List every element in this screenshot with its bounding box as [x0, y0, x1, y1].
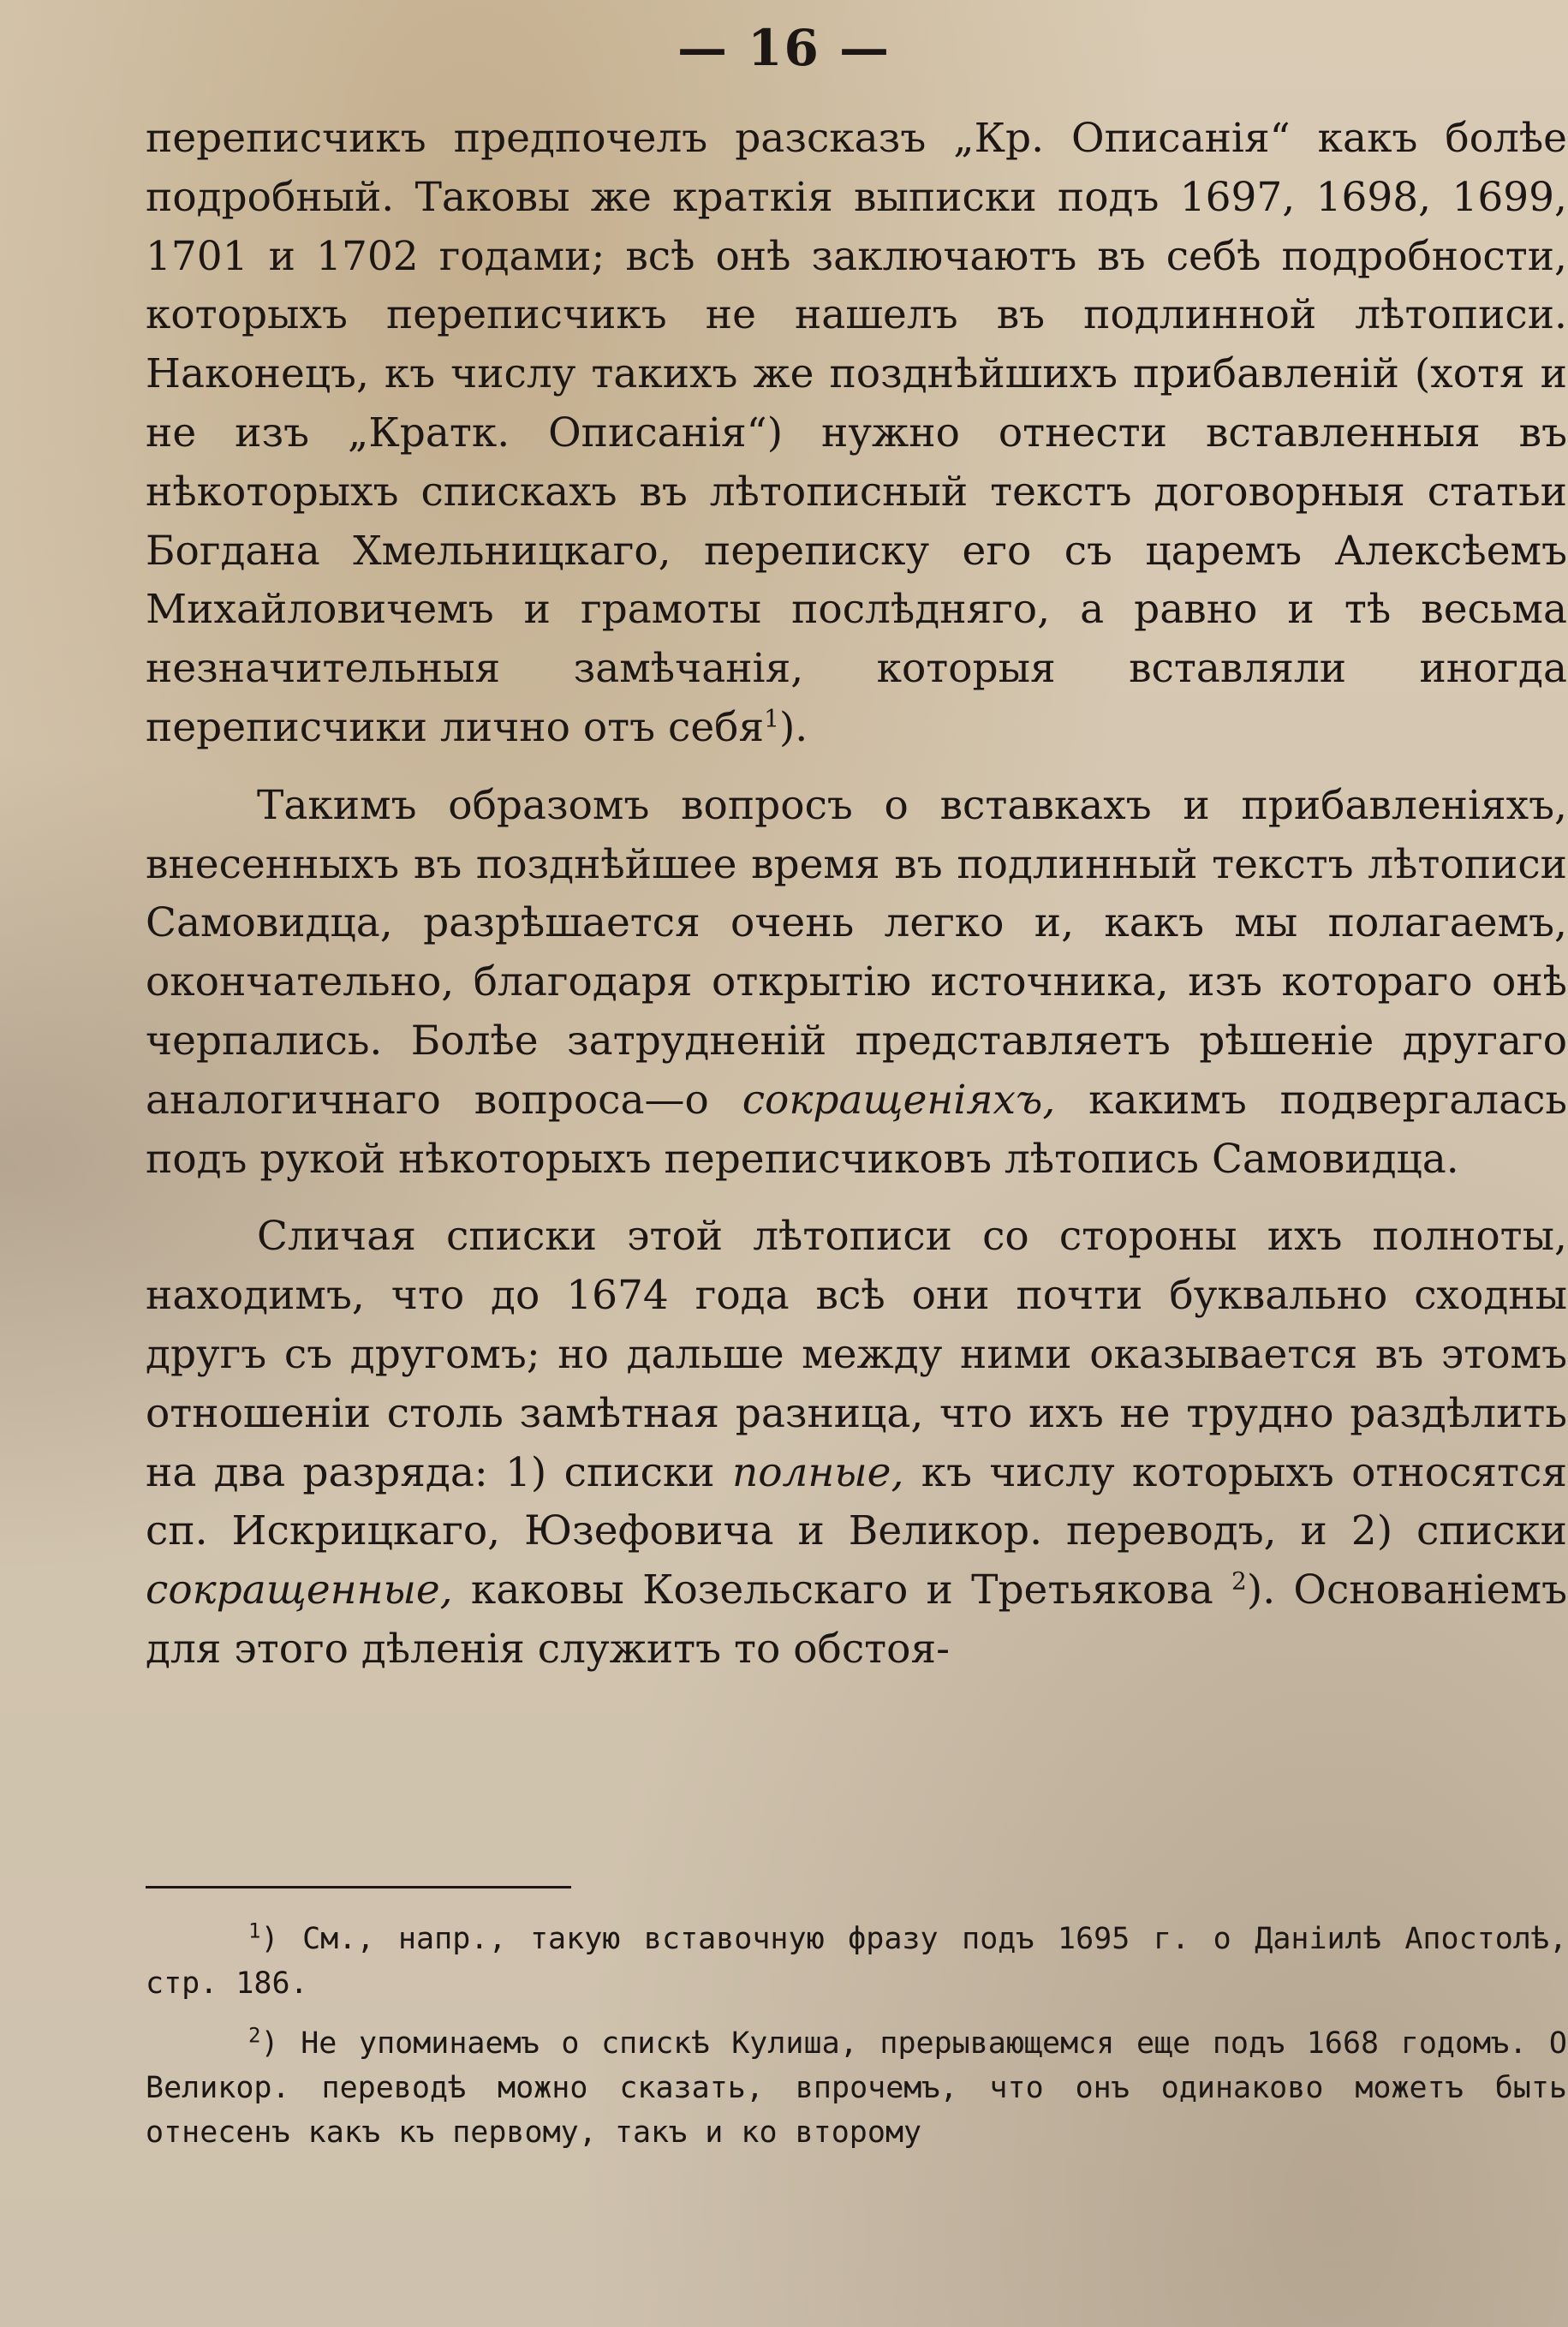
paragraph-1-end: ).: [778, 703, 808, 751]
footnotes: [146, 1917, 1567, 2170]
paragraph-1-text: переписчикъ предпочелъ разсказъ „Кр. Описанія“ какъ болѣе подробный. Таковы же краткія выписки подъ 1697, 1698, 1699, 1701 и 1702 годами; всѣ онѣ заключаютъ въ себѣ подробности, которыхъ переписчикъ не нашелъ въ подлинной лѣтописи. Наконецъ, къ числу такихъ же позднѣйшихъ прибавленій (хотя и не изъ „Кратк. Описанія“) нужно отнести вставленныя въ нѣкоторыхъ спискахъ въ лѣтописный текстъ договорныя статьи Богдана Хмельницкаго, переписку его съ царемъ Алексѣемъ Михайловичемъ и грамоты послѣдняго, а равно и тѣ весьма незначительныя замѣчанія, которыя вставляли иногда переписчики лично отъ себя: [146, 115, 1567, 751]
paragraph-2-end: какимъ подвергалась подъ рукой нѣкоторыхъ переписчиковъ лѣтопись Самовидца.: [146, 1076, 1567, 1183]
footnote-divider: [146, 1886, 571, 1888]
paragraph-2: [146, 777, 1567, 1190]
paragraph-3-text-c: каковы Козельскаго и Третьякова: [452, 1566, 1232, 1614]
footnote-1-mark: 1: [248, 1918, 261, 1943]
footnote-2-mark: 2: [248, 2023, 261, 2048]
paragraph-1: [146, 110, 1567, 758]
main-text: [146, 110, 1567, 1680]
paragraph-3: [146, 1208, 1567, 1679]
page-number: — 16 —: [677, 19, 891, 77]
paragraph-2-text: Такимъ образомъ вопросъ о вставкахъ и прибавленіяхъ, внесенныхъ въ позднѣйшее время въ подлинный текстъ лѣтописи Самовидца, разрѣшается очень легко и, какъ мы полагаемъ, окончательно, благодаря открытію источника, изъ котораго онѣ черпались. Болѣе затрудненій представляетъ рѣшеніе другаго аналогичнаго вопроса—о: [146, 781, 1567, 1124]
footnote-1: [146, 1917, 1567, 2006]
footnote-2-text: ) Не упоминаемъ о спискѣ Кулиша, прерывающемся еще подъ 1668 годомъ. О Великор. переводѣ можно сказать, впрочемъ, что онъ одинаково можетъ быть отнесенъ какъ къ первому, такъ и ко второму: [146, 2026, 1567, 2150]
footnote-ref-1: 1: [764, 704, 779, 733]
paragraph-2-italic: сокращеніяхъ,: [742, 1076, 1056, 1124]
paragraph-3-text-a: Сличая списки этой лѣтописи со стороны ихъ полноты, находимъ, что до 1674 года всѣ они почти буквально сходны другъ съ другомъ; но дальше между ними оказывается въ этомъ отношеніи столь замѣтная разница, что ихъ не трудно раздѣлить на два разряда: 1) списки: [146, 1213, 1567, 1496]
paragraph-3-italic-short: сокращенные,: [146, 1566, 453, 1614]
paragraph-3-italic-full: полные,: [731, 1448, 904, 1496]
paragraph-3-text-b: къ числу которыхъ относятся сп. Искрицкаго, Юзефовича и Великор. переводъ, и 2) списки: [146, 1448, 1567, 1555]
paragraph-3-text-d: ). Основаніемъ для этого дѣленія служитъ то обстоя-: [146, 1566, 1568, 1673]
footnote-2: [146, 2021, 1567, 2155]
footnote-ref-2: 2: [1231, 1566, 1247, 1596]
footnote-1-text: ) См., напр., такую вставочную фразу подъ 1695 г. о Даніилѣ Апостолѣ, стр. 186.: [146, 1922, 1567, 2001]
